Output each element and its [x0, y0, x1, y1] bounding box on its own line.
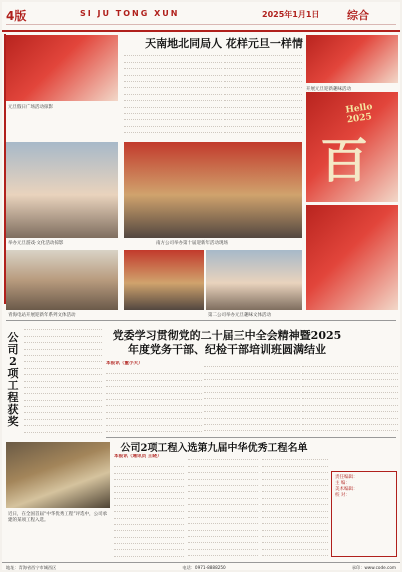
- story3-body-col2: [188, 454, 258, 559]
- newyear-character: 百: [320, 133, 369, 189]
- newyear-artwork: [306, 92, 398, 202]
- story3-body-col3: [262, 454, 328, 559]
- masthead: [2, 2, 400, 32]
- story3-caption: 近日，在全国首届“中华优秀工程”评选中，公司承建的某项工程入选。: [8, 512, 108, 523]
- page-footer: [2, 562, 400, 572]
- editor-line-4: 校 对：: [335, 493, 350, 498]
- section-divider-1: [6, 320, 396, 321]
- story1-photo-4: [124, 142, 302, 238]
- story1-photo-5: [6, 250, 118, 310]
- story3-headline: 公司2项工程入选第九届中华优秀工程名单: [120, 443, 308, 454]
- footer-phone: 电话：0971-8888250: [182, 565, 226, 570]
- footer-address: 地址：青海省西宁市城西区: [6, 565, 57, 570]
- story1-caption-6: 第二公司举办元旦趣味文体活动: [208, 313, 271, 318]
- story3-body-col1: [114, 461, 184, 559]
- masthead-rule: [6, 24, 396, 25]
- story1-photo-8: [306, 205, 398, 310]
- story3-dateline: 本报讯（通讯员 王晓）: [114, 454, 162, 459]
- story1-caption-2: 开展元旦迎新趣味活动: [306, 87, 351, 92]
- story1-caption-3: 举办元旦游戏·文化活动掠影: [8, 241, 64, 246]
- footer-printer: 承印：www.code.com: [351, 565, 396, 570]
- newyear-greeting: Hello 2025: [344, 101, 374, 126]
- editor-line-3: 美术编辑：: [335, 487, 358, 492]
- sidebar-headline: 公司2项工程获奖: [7, 331, 19, 428]
- story1-caption-4: 南方公司举办第十届迎新年活动现场: [156, 241, 228, 246]
- story1-photo-6: [124, 250, 204, 310]
- story2-headline: [107, 329, 347, 357]
- story2-dateline: 本报讯（董小天）: [106, 361, 143, 366]
- story2-headline-line2: 年度党务干部、纪检干部培训班圆满结业: [128, 343, 326, 356]
- story1-caption-1: 元旦假日广场活动掠影: [8, 105, 53, 110]
- story2-headline-line1: 党委学习贯彻党的二十届三中全会精神暨2025: [112, 329, 342, 342]
- story1-headline: 天南地北同局人 花样元旦一样情: [145, 37, 303, 50]
- story3-photo: [6, 442, 110, 508]
- newspaper-page: [2, 2, 400, 570]
- story1-body-col2: [224, 50, 302, 136]
- story1-photo-3: [6, 142, 118, 238]
- story2-body-col3: [302, 361, 398, 436]
- story1-photo-1: [6, 35, 118, 101]
- story1-caption-5: 青海电站开展迎新年系列文体活动: [8, 313, 76, 318]
- editor-line-1: 责任编辑：: [335, 475, 358, 480]
- story1-photo-7: [206, 250, 302, 310]
- page-number: 4版: [6, 9, 27, 23]
- story1-photo-2: [306, 35, 398, 83]
- story2-body-col1: [106, 368, 202, 436]
- section-divider-2: [106, 437, 396, 438]
- editor-box: [331, 471, 397, 557]
- story1-body-col1: [124, 50, 222, 136]
- editor-line-2: 主 编：: [335, 481, 350, 486]
- paper-name: SI JU TONG XUN: [80, 9, 180, 18]
- sidebar-body: [24, 324, 102, 436]
- story2-body-col2: [204, 361, 300, 436]
- issue-date: 2025年1月1日: [262, 10, 320, 19]
- section-label: 综合: [347, 9, 369, 22]
